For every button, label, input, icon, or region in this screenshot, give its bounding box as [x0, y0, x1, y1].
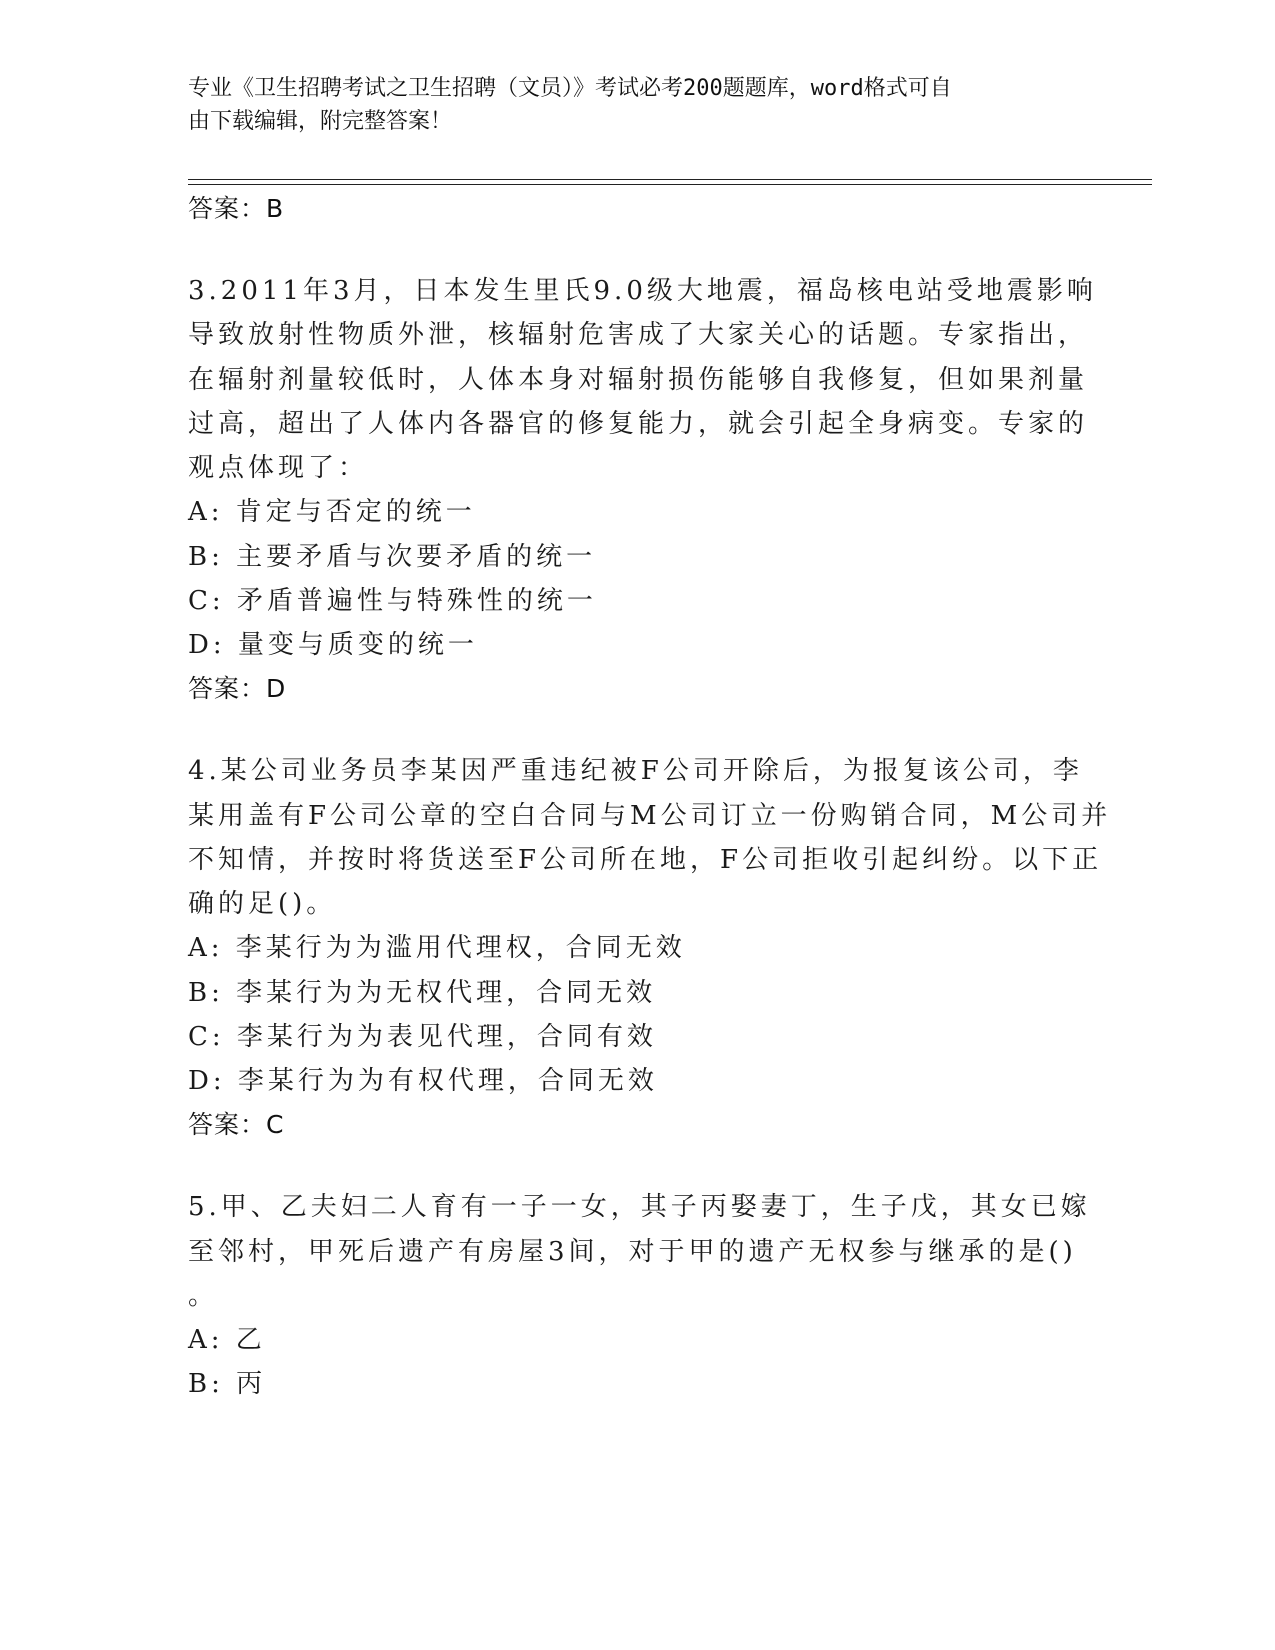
header-line-2: 由下载编辑，附完整答案！ — [188, 109, 453, 134]
question-4-line: 某用盖有F公司公章的空白合同与M公司订立一份购销合同，M公司并 — [188, 801, 1112, 831]
question-3-line: 3.2011年3月，日本发生里氏9.0级大地震，福岛核电站受地震影响 — [188, 276, 1097, 306]
question-5-line: 至邻村，甲死后遗产有房屋3间，对于甲的遗产无权参与继承的是() — [188, 1237, 1077, 1267]
question-3-line: 在辐射剂量较低时，人体本身对辐射损伤能够自我修复，但如果剂量 — [188, 365, 1089, 395]
question-3-answer: 答案：D — [188, 674, 287, 703]
document-header — [188, 72, 1068, 138]
question-4-option-d: D: 李某行为为有权代理，合同无效 — [188, 1066, 658, 1096]
question-4-line: 4.某公司业务员李某因严重违纪被F公司开除后，为报复该公司，李 — [188, 756, 1083, 786]
question-4-option-c: C: 李某行为为表见代理，合同有效 — [188, 1022, 657, 1052]
question-4-line: 确的足()。 — [188, 889, 337, 919]
question-4-option-b: B: 李某行为为无权代理，合同无效 — [188, 978, 657, 1008]
question-5-option-a: A: 乙 — [188, 1325, 266, 1355]
previous-answer: 答案：B — [188, 194, 285, 223]
question-3-option-b: B: 主要矛盾与次要矛盾的统一 — [188, 542, 597, 572]
question-3-line: 过高，超出了人体内各器官的修复能力，就会引起全身病变。专家的 — [188, 409, 1089, 439]
question-4-line: 不知情，并按时将货送至F公司所在地，F公司拒收引起纠纷。以下正 — [188, 845, 1103, 875]
question-3-line: 观点体现了： — [188, 453, 369, 483]
header-rule-top — [188, 179, 1152, 180]
question-3-option-a: A: 肯定与否定的统一 — [188, 497, 476, 527]
question-4-answer: 答案：C — [188, 1110, 285, 1139]
question-3-option-d: D: 量变与质变的统一 — [188, 630, 478, 660]
question-3-line: 导致放射性物质外泄，核辐射危害成了大家关心的话题。专家指出， — [188, 320, 1089, 350]
question-5-option-b: B: 丙 — [188, 1369, 267, 1399]
question-3-option-c: C: 矛盾普遍性与特殊性的统一 — [188, 586, 597, 616]
question-5-line: 5.甲、乙夫妇二人育有一子一女，其子丙娶妻丁，生子戊，其女已嫁 — [188, 1192, 1091, 1222]
header-rule-bottom — [188, 184, 1152, 185]
question-4-option-a: A: 李某行为为滥用代理权，合同无效 — [188, 933, 686, 963]
header-line-1: 专业《卫生招聘考试之卫生招聘（文员）》考试必考200题题库，word格式可自 — [188, 76, 952, 101]
question-5-line: 。 — [188, 1281, 219, 1311]
